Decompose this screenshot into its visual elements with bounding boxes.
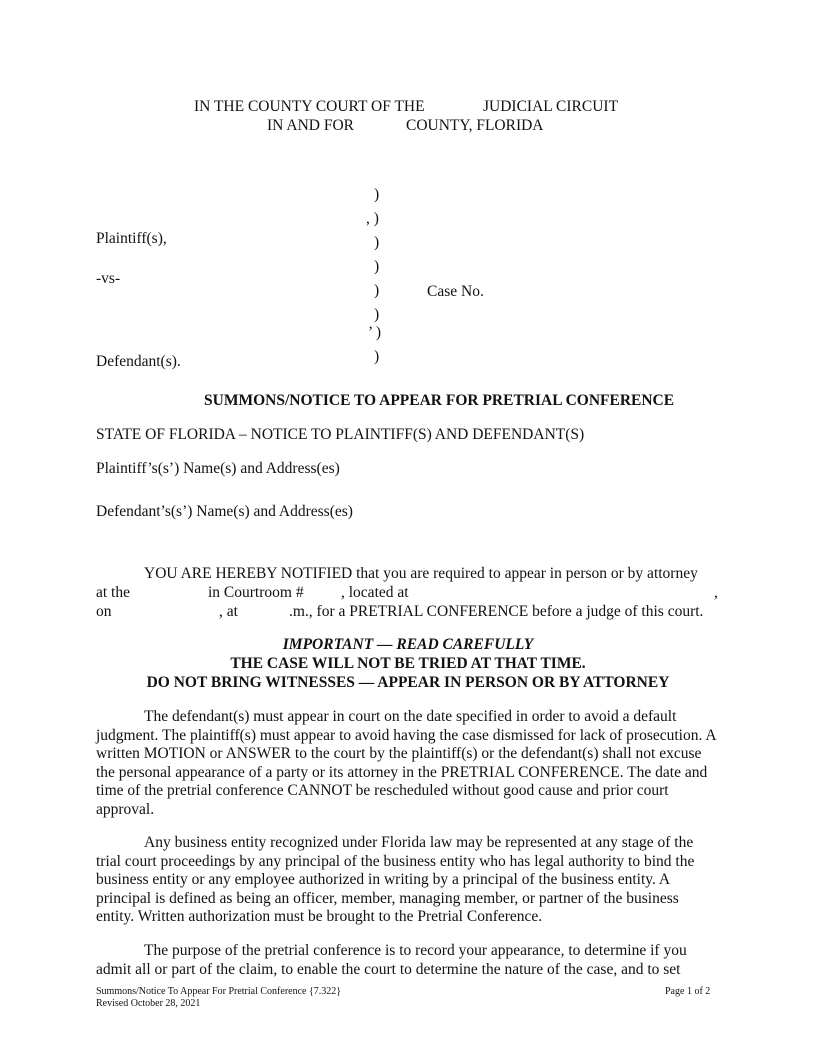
defendant-label: Defendant(s). (96, 353, 181, 370)
paragraph-purpose (96, 942, 716, 979)
state-notice-heading: STATE OF FLORIDA – NOTICE TO PLAINTIFF(S) AND DEFENDANT(S) (96, 426, 585, 443)
caption-paren: ) (374, 348, 380, 365)
caption-paren: ) (374, 186, 380, 203)
footer-form-name: Summons/Notice To Appear For Pretrial Conference {7.322} (96, 986, 342, 997)
case-number-label: Case No. (427, 283, 484, 300)
notice-comma: , (714, 584, 718, 601)
court-header-line1-a: IN THE COUNTY COURT OF THE (194, 98, 425, 115)
notice-courtroom: in Courtroom # (208, 584, 304, 601)
paragraph-text: The defendant(s) must appear in court on the date specified in order to avoid a default judgment. The plaintiff(s) must appear to avoid having the case dismissed for lack of prosecution. A written MOTION or ANSWER to the court by the plaintiff(s) or the defendant(s) shall not excuse the personal appearance of a party or its attorney in the PRETRIAL CONFERENCE. The date and time of the pretrial conference CANNOT be rescheduled without good cause and prior court approval. (96, 708, 716, 818)
document-title: SUMMONS/NOTICE TO APPEAR FOR PRETRIAL CONFERENCE (204, 392, 675, 409)
defendant-names-label: Defendant’s(s’) Name(s) and Address(es) (96, 503, 353, 520)
important-line2: THE CASE WILL NOT BE TRIED AT THAT TIME. (230, 655, 586, 672)
caption-paren: ) (374, 234, 380, 251)
caption-paren: , ) (366, 210, 379, 227)
important-line3: DO NOT BRING WITNESSES — APPEAR IN PERSON OR BY ATTORNEY (146, 674, 670, 691)
paragraph-business-entity (96, 834, 716, 927)
vs-label: -vs- (96, 270, 121, 287)
notice-rest: .m., for a PRETRIAL CONFERENCE before a judge of this court. (289, 603, 704, 620)
notice-line1: YOU ARE HEREBY NOTIFIED that you are required to appear in person or by attorney (144, 565, 698, 582)
notice-at-the: at the (96, 584, 130, 601)
paragraph-appearance (96, 708, 716, 819)
court-header-line1-b: JUDICIAL CIRCUIT (483, 98, 619, 115)
paragraph-text: Any business entity recognized under Florida law may be represented at any stage of the trial court proceedings by any principal of the business entity who has legal authority to bind the business entity or any employee authorized in writing by a principal of the business entity. A principal is defined as being an officer, member, managing member, or partner of the business entity. Written authorization must be brought to the Pretrial Conference. (96, 834, 695, 925)
court-header-line2-a: IN AND FOR (267, 117, 354, 134)
notice-on: on (96, 603, 112, 620)
court-header-line2-b: COUNTY, FLORIDA (406, 117, 544, 134)
notice-at: , at (219, 603, 238, 620)
caption-paren: ) (374, 306, 380, 323)
footer-page-number: Page 1 of 2 (665, 986, 711, 997)
important-heading: IMPORTANT — READ CAREFULLY (282, 636, 534, 653)
footer-revised: Revised October 28, 2021 (96, 998, 201, 1009)
caption-paren: ) (374, 282, 380, 299)
plaintiff-label: Plaintiff(s), (96, 230, 167, 247)
paragraph-text: The purpose of the pretrial conference is to record your appearance, to determine if you admit all or part of the claim, to enable the court to determine the nature of the case, and to set (96, 942, 687, 978)
notice-located-at: , located at (341, 584, 409, 601)
plaintiff-names-label: Plaintiff’s(s’) Name(s) and Address(es) (96, 460, 340, 477)
caption-paren: ’ ) (368, 324, 382, 341)
caption-paren: ) (374, 258, 380, 275)
